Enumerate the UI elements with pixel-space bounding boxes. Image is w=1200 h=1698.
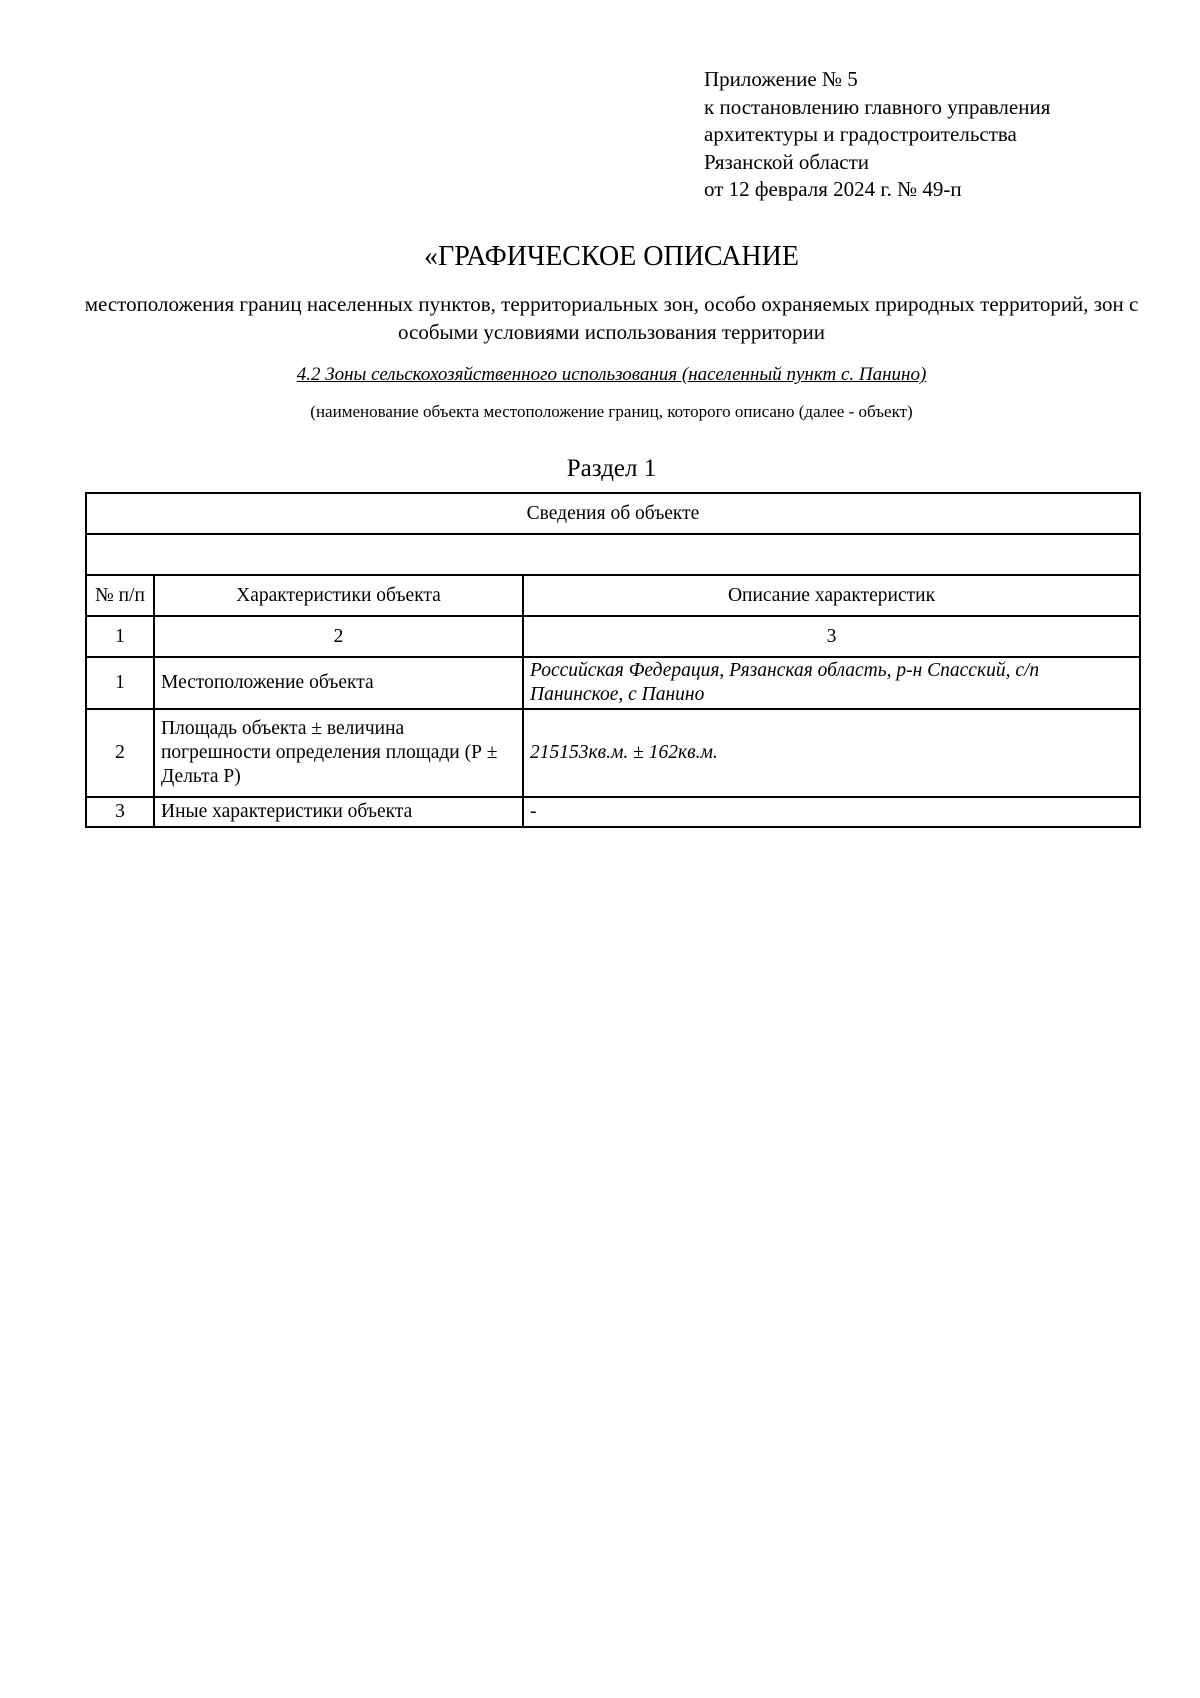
- section-title: Раздел 1: [566, 455, 657, 482]
- table-header-row: [86, 575, 1140, 616]
- row-description: -: [523, 797, 1140, 827]
- appendix-block: [704, 66, 1164, 204]
- column-number: 1: [86, 616, 154, 657]
- table-title: Сведения об объекте: [86, 493, 1140, 534]
- table-row: [86, 657, 1140, 709]
- row-number: 2: [86, 709, 154, 797]
- document-title: «ГРАФИЧЕСКОЕ ОПИСАНИЕ: [424, 241, 799, 272]
- column-header-name: Характеристики объекта: [154, 575, 523, 616]
- object-info-table: [85, 492, 1141, 828]
- column-header-num: № п/п: [86, 575, 154, 616]
- row-characteristic: Площадь объекта ± величина погрешности определения площади (Р ± Дельта Р): [154, 709, 523, 797]
- empty-cell: [86, 534, 1140, 575]
- appendix-line: архитектуры и градостроительства: [704, 122, 1017, 146]
- row-description: Российская Федерация, Рязанская область, р-н Спасский, с/п Панинское, с Панино: [523, 657, 1140, 709]
- appendix-line: Приложение № 5: [704, 67, 858, 91]
- column-header-value: Описание характеристик: [523, 575, 1140, 616]
- table-row: [86, 709, 1140, 797]
- table-column-numbers-row: [86, 616, 1140, 657]
- column-number: 2: [154, 616, 523, 657]
- object-name-text: 4.2 Зоны сельскохозяйственного использования (населенный пункт с. Панино): [296, 364, 927, 385]
- appendix-line: от 12 февраля 2024 г. № 49-п: [704, 177, 962, 201]
- table-title-row: [86, 493, 1140, 534]
- row-characteristic: Местоположение объекта: [154, 657, 523, 709]
- row-characteristic: Иные характеристики объекта: [154, 797, 523, 827]
- object-name: [0, 363, 1200, 387]
- document-subtitle: местоположения границ населенных пунктов, территориальных зон, особо охраняемых природных территорий, зон с особыми условиями использования территории: [84, 292, 1139, 344]
- row-description: 215153кв.м. ± 162кв.м.: [523, 709, 1140, 797]
- appendix-line: Рязанской области: [704, 149, 870, 174]
- object-name-hint: (наименование объекта местоположение границ, которого описано (далее - объект): [310, 402, 913, 421]
- table-row: [86, 797, 1140, 827]
- row-number: 3: [86, 797, 154, 827]
- appendix-line: к постановлению главного управления: [704, 94, 1051, 119]
- row-number: 1: [86, 657, 154, 709]
- column-number: 3: [523, 616, 1140, 657]
- table-empty-row: [86, 534, 1140, 575]
